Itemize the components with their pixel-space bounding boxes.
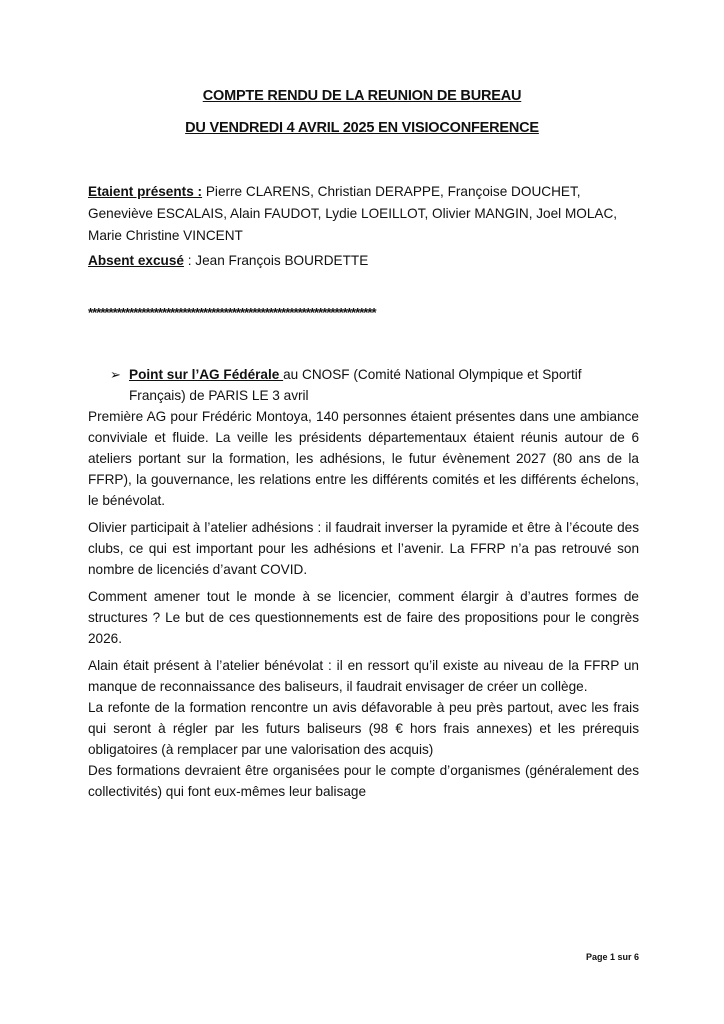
paragraph-benevolat-line1: Alain était présent à l’atelier bénévolat : il en ressort qu’il existe au niveau de la FFRP un manque de reconnaissance des baliseurs, il faudrait envisager de créer un collège. xyxy=(88,658,639,694)
present-label: Etaient présents : xyxy=(88,184,203,199)
paragraph-benevolat xyxy=(88,655,639,802)
agenda-point-text xyxy=(129,364,640,406)
page-number: Page 1 sur 6 xyxy=(586,952,640,962)
separator-line: ********************************************************************** xyxy=(88,305,376,320)
document-subtitle: DU VENDREDI 4 AVRIL 2025 EN VISIOCONFERENCE xyxy=(185,120,539,136)
agenda-point xyxy=(110,364,640,406)
paragraph-ag-summary: Première AG pour Frédéric Montoya, 140 personnes étaient présentes dans une ambiance conviviale et fluide. La veille les présidents départementaux étaient réunis autour de 6 ateliers portant sur la formation, les adhésions, le futur évènement 2027 (80 ans de la FFRP), la gouvernance, les relations entre les différents comités et les différents échelons, le bénévolat. xyxy=(88,409,639,508)
attendees-present xyxy=(88,181,640,247)
paragraph-licencier: Comment amener tout le monde à se licencier, comment élargir à d’autres formes de structures ? Le but de ces questionnements est de faire des propositions pour le congrès 2026. xyxy=(88,589,639,646)
attendees-absent xyxy=(88,250,640,272)
document-title: COMPTE RENDU DE LA REUNION DE BUREAU xyxy=(202,88,522,104)
paragraph-benevolat-line2: La refonte de la formation rencontre un avis défavorable à peu près partout, avec les frais qui seront à régler par les futurs baliseurs (98 € hors frais annexes) et les prérequis obligatoires (à remplacer par une valorisation des acquis) xyxy=(88,700,639,757)
absent-label: Absent excusé xyxy=(88,253,184,268)
paragraph-benevolat-line3: Des formations devraient être organisées pour le compte d’organismes (généralement des collectivités) qui font eux-mêmes leur balisage xyxy=(88,763,639,799)
arrow-bullet-icon: ➢ xyxy=(110,367,121,382)
paragraph-adhesions: Olivier participait à l’atelier adhésions : il faudrait inverser la pyramide et être à l’écoute des clubs, ce qui est important pour les adhésions et l’avenir. La FFRP n’a pas retrouvé son nombre de licenciés d’avant COVID. xyxy=(88,520,639,577)
absent-names: : Jean François BOURDETTE xyxy=(183,253,369,268)
agenda-point-rest: au CNOSF (Comité National Olympique et Sportif Français) de PARIS LE 3 avril xyxy=(129,367,582,403)
present-names: Pierre CLARENS, Christian DERAPPE, Françoise DOUCHET, Geneviève ESCALAIS, Alain FAUDOT, Lydie LOEILLOT, Olivier MANGIN, Joel MOLAC, Marie Christine VINCENT xyxy=(88,184,618,243)
agenda-point-title: Point sur l’AG Fédérale xyxy=(129,367,284,382)
